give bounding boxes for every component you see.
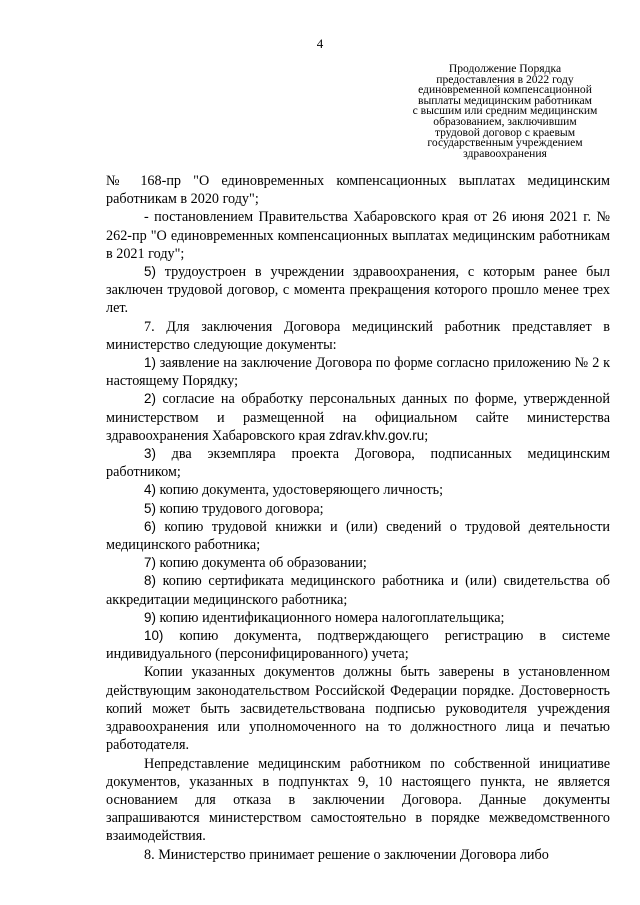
paragraph-text: копию идентификационного номера налогоплательщика; [155,609,505,626]
paragraph [106,208,610,263]
paragraph [106,663,610,754]
item-number: 1) [144,355,156,371]
paragraph [106,572,610,608]
paragraph [106,755,610,846]
header-note-line: с высшим или средним медицинским [412,104,598,118]
paragraph [106,354,610,390]
header-note-line: здравоохранения [463,146,547,160]
paragraph [106,172,610,208]
item-number: 5) [144,264,156,280]
paragraph-text: 8. Министерство принимает решение о заключении Договора либо [144,846,549,863]
item-number: 10) [144,628,164,644]
document-body [106,172,610,864]
item-number: 2) [144,391,156,407]
paragraph [106,609,610,627]
paragraph [106,500,610,518]
paragraph [106,318,610,354]
item-number: 7) [144,555,156,571]
paragraph-text: трудоустроен в учреждении здравоохранения, с которым ранее был заключен трудовой договор, с момента прекращения которого прошло менее трех лет. [106,264,610,317]
header-note [380,64,630,159]
header-note-line: трудовой договор с краевым [434,125,576,139]
item-number: 9) [144,609,156,625]
paragraph [106,390,610,445]
paragraph-text: копию трудовой книжки и (или) сведений о трудовой деятельности медицинского работника; [106,518,610,554]
paragraph [106,263,610,318]
paragraph [106,481,610,499]
paragraph [106,846,610,864]
paragraph-text: № 168-пр "О единовременных компенсационных выплатах медицинским работникам в 2020 году"; [106,173,610,208]
paragraph [106,518,610,554]
paragraph [106,627,610,663]
item-number: 4) [144,482,156,498]
website-address: zdrav.khv.gov.ru [328,427,425,443]
header-note-line: единовременной компенсационной [418,83,592,97]
paragraph-text: Копии указанных документов должны быть заверены в установленном действующим законодательством Российской Федерации порядке. Достоверность копий может быть засвидетельствована подписью руководителя учреждения здравоохранения или уполномоченного на то должностного лица и печатью работодателя. [106,664,610,754]
page-number: 4 [316,36,324,51]
header-note-line: государственным учреждением [427,136,583,150]
paragraph-text: два экземпляра проекта Договора, подписанных медицинским работником; [106,446,610,481]
paragraph-text: копию сертификата медицинского работника и (или) свидетельства об аккредитации медицинского работника; [106,573,610,608]
header-note-line: предоставления в 2022 году [436,72,574,86]
paragraph [106,445,610,481]
paragraph-text: Непредставление медицинским работником по собственной инициативе документов, указанных в подпунктах 9, 10 настоящего пункта, не является основанием для отказа в заключении Договора. Данные документы запрашиваются министерством самостоятельно в порядке межведомственного взаимодействия. [106,755,610,845]
paragraph [106,554,610,572]
item-number: 5) [144,500,156,516]
header-note-line: выплаты медицинским работникам [417,93,593,107]
paragraph-text: 7. Для заключения Договора медицинский работник представляет в министерство следующие документы: [106,318,610,353]
item-number: 8) [144,573,156,589]
paragraph-text: копию трудового договора; [155,500,324,517]
paragraph-text: согласие на обработку персональных данных по форме, утвержденной министерством и размещенной на официальном сайте министерства здравоохранения Хабаровского края [106,391,610,444]
paragraph-tail: ; [424,427,429,444]
item-number: 3) [144,446,156,462]
paragraph-text: копию документа об образовании; [155,555,367,572]
header-note-line: образованием, заключившим [433,114,577,128]
paragraph-text: - постановлением Правительства Хабаровского края от 26 июня 2021 г. № 262-пр "О единовременных компенсационных выплатах медицинским работникам в 2021 году"; [106,209,610,262]
item-number: 6) [144,518,156,534]
paragraph-text: заявление на заключение Договора по форме согласно приложению № 2 к настоящему Порядку; [106,355,610,390]
header-note-line: Продолжение Порядка [448,62,562,75]
paragraph-text: копию документа, удостоверяющего личность; [155,482,444,499]
paragraph-text: копию документа, подтверждающего регистрацию в системе индивидуального (персонифицированного) учета; [106,628,610,663]
